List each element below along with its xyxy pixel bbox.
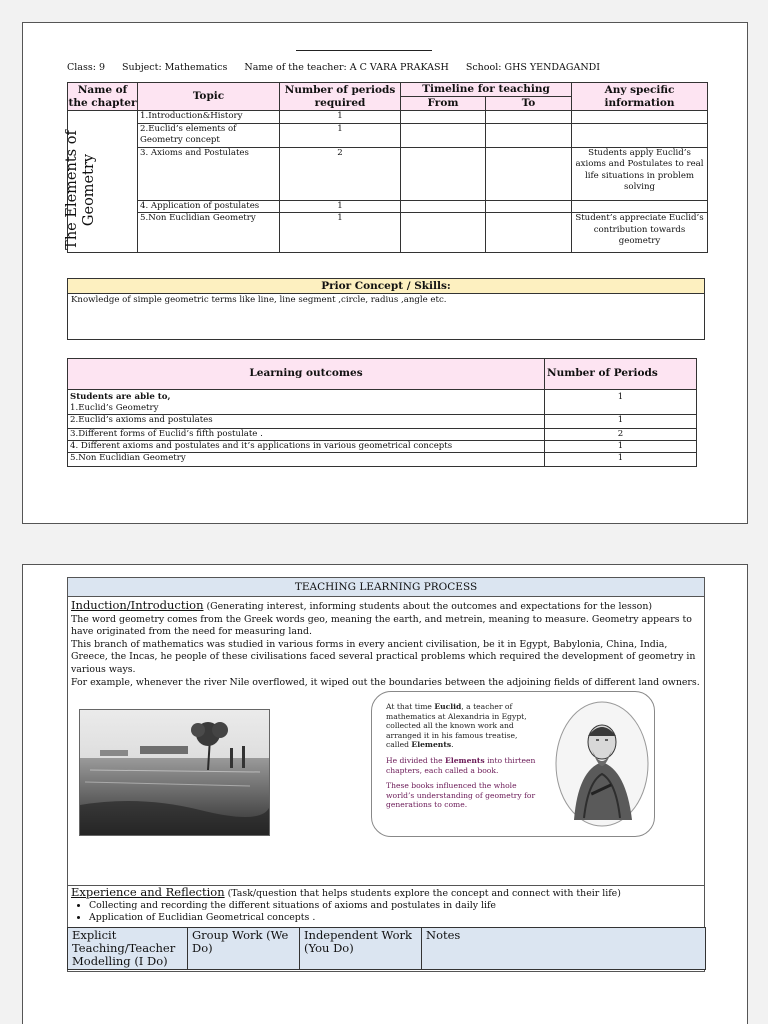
table-row — [68, 441, 697, 453]
euclid-callout-text — [386, 702, 542, 816]
outcome-cell: 2.Euclid’s axioms and postulates — [68, 415, 545, 429]
periods-cell: 2 — [280, 147, 401, 200]
table-row — [68, 390, 697, 415]
table-row — [68, 429, 697, 441]
lesson-plan-page-2 — [22, 564, 748, 1024]
header-learning-outcomes: Learning outcomes — [68, 359, 545, 390]
experience-heading: Experience and Reflection — [71, 885, 225, 899]
from-cell — [401, 147, 486, 200]
prior-concept-text: Knowledge of simple geometric terms like line, line segment ,circle, radius ,angle etc. — [71, 295, 447, 305]
col-group-work: Group Work (We Do) — [188, 928, 300, 970]
header-topic: Topic — [138, 83, 280, 111]
to-cell — [486, 123, 572, 147]
periods-cell: 1 — [280, 111, 401, 124]
experience-subheading: (Task/question that helps students explore the concept and connect with their life) — [224, 888, 621, 899]
header-chapter: Name of the chapter — [68, 83, 137, 109]
elements-title: Elements — [411, 740, 452, 750]
info-cell — [572, 111, 708, 124]
table-row — [68, 200, 708, 213]
to-cell — [486, 111, 572, 124]
induction-paragraph: The word geometry comes from the Greek words geo, meaning the earth, and metrein, meaning to measure. Geometry appears to have originated from the need for measuring land. — [71, 613, 692, 638]
teacher-label: Name of the teacher: A C VARA PRAKASH — [244, 62, 449, 73]
periods-cell: 1 — [280, 213, 401, 253]
topic-cell: 1.Introduction&History — [138, 111, 280, 124]
topic-cell: 3. Axioms and Postulates — [138, 147, 280, 200]
euclid-name: Euclid — [434, 702, 462, 711]
col-explicit-teaching: Explicit Teaching/Teacher Modelling (I Do) — [68, 928, 188, 970]
lesson-meta — [67, 62, 614, 73]
col-notes: Notes — [422, 928, 706, 970]
from-cell — [401, 111, 486, 124]
chapter-name: The Elements of Geometry — [64, 130, 97, 250]
callout-paragraph — [386, 756, 542, 775]
list-item: • Collecting and recording the different situations of axioms and postulates in daily life — [89, 900, 621, 912]
induction-section — [68, 597, 704, 691]
experience-list — [71, 900, 621, 924]
list-item: • Application of Euclidian Geometrical concepts . — [89, 912, 621, 924]
prior-concept-box — [67, 278, 705, 340]
table-row — [68, 147, 708, 200]
topic-cell: 5.Non Euclidian Geometry — [138, 213, 280, 253]
euclid-portrait — [554, 700, 650, 828]
outcome-cell: 3.Different forms of Euclid’s fifth postulate . — [68, 429, 545, 441]
table-row — [68, 213, 708, 253]
callout-text-part: into thirteen chapters, each called a book. — [386, 755, 536, 775]
outcome-cell: 4. Different axioms and postulates and it’s applications in various geometrical concepts — [68, 441, 545, 453]
periods-cell: 2 — [545, 429, 697, 441]
to-cell — [486, 200, 572, 213]
prior-concept-title: Prior Concept / Skills: — [68, 279, 704, 294]
nile-flood-photo — [79, 709, 270, 836]
euclid-callout — [371, 691, 655, 837]
table-row — [68, 928, 706, 970]
topic-cell: 4. Application of postulates — [138, 200, 280, 213]
periods-cell: 1 — [545, 453, 697, 467]
topic-cell: 2.Euclid’s elements of Geometry concept — [138, 123, 280, 147]
from-cell — [401, 123, 486, 147]
induction-subheading: (Generating interest, informing students about the outcomes and expectations for the lesson) — [203, 601, 653, 612]
callout-paragraph: These books influenced the whole world’s understanding of geometry for generations to come. — [386, 781, 536, 810]
outcome-text: 1.Euclid’s Geometry — [70, 403, 159, 413]
outcome-cell: 5.Non Euclidian Geometry — [68, 453, 545, 467]
from-cell — [401, 200, 486, 213]
info-cell: Students apply Euclid’s axioms and Postulates to real life situations in problem solving — [572, 147, 708, 200]
info-cell — [572, 123, 708, 147]
periods-cell: 1 — [545, 441, 697, 453]
periods-cell: 1 — [280, 123, 401, 147]
info-cell — [572, 200, 708, 213]
induction-paragraph: This branch of mathematics was studied in various forms in every ancient civilisation, be it in Egypt, Babylonia, China, India, Greece, the Incas, he people of these civilisations faced several practical problems which required the development of geometry in various ways. — [71, 638, 696, 675]
tlp-title: TEACHING LEARNING PROCESS — [68, 578, 704, 597]
periods-cell: 1 — [545, 415, 697, 429]
callout-text-part: At that time — [386, 702, 435, 711]
col-independent-work: Independent Work (You Do) — [300, 928, 422, 970]
table-row — [68, 453, 697, 467]
table-row — [68, 111, 708, 124]
from-cell — [401, 213, 486, 253]
chapter-name-cell — [64, 111, 138, 253]
subject-label: Subject: Mathematics — [122, 62, 228, 73]
experience-section — [71, 886, 621, 924]
elements-title: Elements — [445, 755, 485, 765]
periods-cell: 1 — [545, 390, 697, 415]
header-info: Any specific information — [572, 83, 708, 111]
callout-text-part: , a teacher of mathematics at Alexandria in Egypt, collected all the known work and arranged it in his famous treatise, called — [386, 702, 527, 750]
teaching-modes-table — [67, 927, 706, 970]
callout-text-part: . — [451, 740, 454, 750]
table-row — [68, 415, 697, 429]
learning-outcomes-table — [67, 358, 697, 467]
outcome-intro: Students are able to, — [70, 392, 171, 402]
table-row — [68, 123, 708, 147]
header-rule — [296, 50, 432, 51]
plan-table — [64, 82, 708, 253]
induction-heading: Induction/Introduction — [71, 598, 204, 612]
school-label: School: GHS YENDAGANDI — [465, 62, 601, 73]
lesson-plan-page-1 — [22, 22, 748, 524]
flood-landscape-image — [80, 710, 269, 835]
to-cell — [486, 147, 572, 200]
header-to: To — [486, 97, 572, 111]
header-periods: Number of periods required — [280, 83, 401, 111]
class-label: Class: 9 — [67, 62, 105, 73]
induction-paragraph: For example, whenever the river Nile overflowed, it wiped out the boundaries between the adjoining fields of different land owners. — [71, 676, 700, 688]
callout-text-part: He divided the — [386, 755, 446, 765]
outcome-cell — [68, 390, 545, 415]
to-cell — [486, 213, 572, 253]
header-timeline: Timeline for teaching — [401, 83, 572, 97]
info-cell: Student’s appreciate Euclid’s contribution towards geometry — [572, 213, 708, 253]
periods-cell: 1 — [280, 200, 401, 213]
header-from: From — [401, 97, 486, 111]
header-number-of-periods: Number of Periods — [545, 359, 697, 390]
callout-paragraph — [386, 702, 542, 750]
